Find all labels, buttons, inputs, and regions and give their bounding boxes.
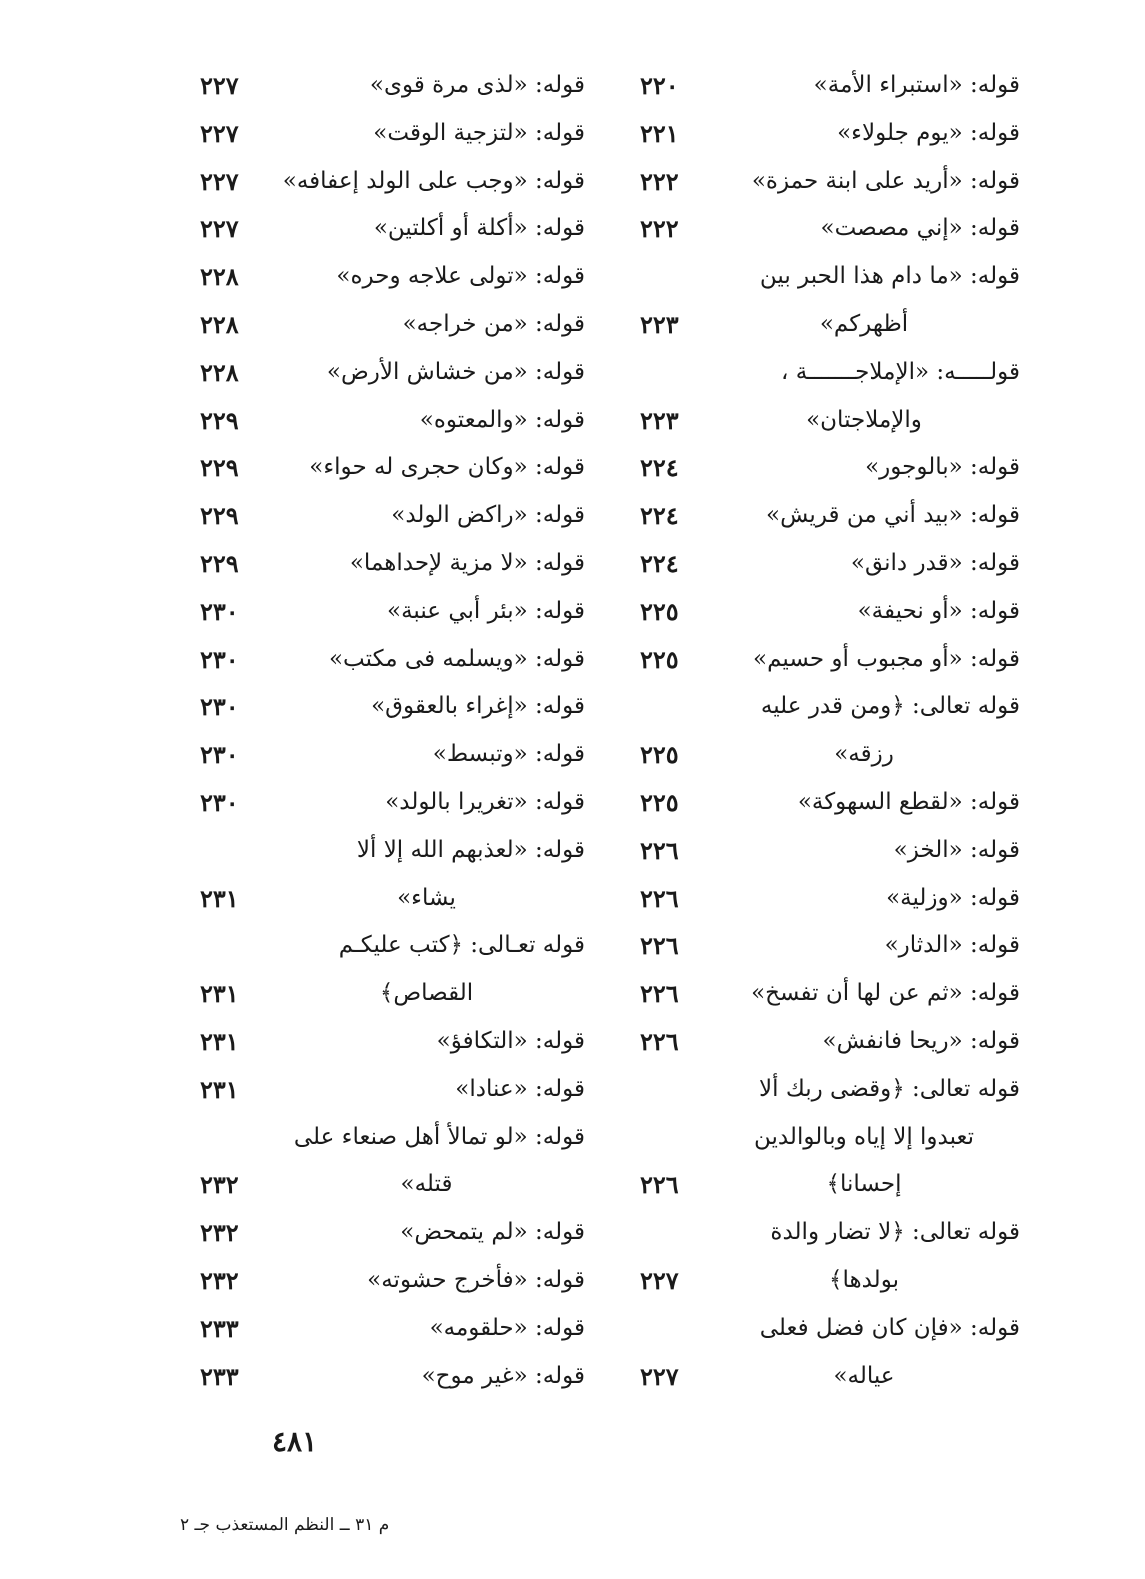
- entry-text: قوله: «ويسلمه فى مكتب»: [328, 645, 585, 672]
- entry-page-number: ٢٢٩: [200, 405, 239, 435]
- entry-text: قوله: «يوم جلولاء»: [837, 119, 1020, 146]
- entry-text: قوله: «حلقومه»: [429, 1314, 585, 1341]
- entry-text: قوله: «من خشاش الأرض»: [326, 358, 585, 385]
- index-entry: [200, 1353, 585, 1401]
- entry-text: قوله: «بالوجور»: [865, 454, 1020, 481]
- index-entry: [200, 827, 585, 875]
- entry-page-number: ٢٢٢: [640, 166, 679, 196]
- entry-text: قوله: «عنادا»: [455, 1075, 585, 1102]
- index-entry: [200, 1114, 585, 1162]
- index-entry: [640, 492, 1020, 540]
- index-entry: [640, 1305, 1020, 1353]
- entry-page-number: ٢٣٣: [200, 1313, 239, 1343]
- entry-page-number: ٢٢٦: [640, 1026, 679, 1056]
- index-entry: [200, 301, 585, 349]
- entry-text: قوله: «الدثار»: [884, 932, 1020, 959]
- index-entry: [640, 588, 1020, 636]
- index-entry: [200, 1209, 585, 1257]
- entry-page-number: ٢٢٦: [640, 979, 679, 1009]
- entry-text: قوله: «وتبسط»: [432, 741, 585, 768]
- entry-text: قوله تعـالى: ﴿كتب عليكـم: [338, 932, 585, 959]
- index-entry: [200, 253, 585, 301]
- entry-page-number: ٢٣١: [200, 1026, 239, 1056]
- index-entry: [640, 540, 1020, 588]
- index-column-right: [640, 62, 1020, 1402]
- index-entry: [200, 444, 585, 492]
- entry-text: قوله: «وزلية»: [886, 884, 1020, 911]
- entry-page-number: ٢٣٣: [200, 1361, 239, 1391]
- page-number: ٤٨١: [272, 1425, 318, 1458]
- entry-page-number: ٢٢٥: [640, 740, 679, 770]
- entry-text: قوله: «إني مصصت»: [820, 215, 1020, 242]
- entry-text: قوله: «لعذبهم الله إلا ألا: [356, 836, 585, 863]
- entry-text: قولـــــه: «الإملاجـــــــة ،: [780, 358, 1020, 385]
- entry-page-number: ٢٢٧: [640, 1265, 679, 1295]
- entry-page-number: ٢٢٦: [640, 835, 679, 865]
- entry-page-number: ٢٢٥: [640, 787, 679, 817]
- entry-page-number: ٢٢٩: [200, 501, 239, 531]
- index-entry: [200, 875, 585, 923]
- entry-page-number: ٢٢٦: [640, 931, 679, 961]
- entry-text: أظهركم»: [819, 310, 909, 337]
- index-entry: [200, 683, 585, 731]
- entry-page-number: ٢٣٠: [200, 692, 239, 722]
- entry-page-number: ٢٢٠: [640, 71, 679, 100]
- entry-text: قوله: «وجب على الولد إعفافه»: [282, 167, 585, 194]
- entry-page-number: ٢٢٧: [200, 71, 239, 100]
- index-entry: [200, 1161, 585, 1209]
- entry-text: إحسانا﴾: [826, 1171, 902, 1198]
- entry-text: قوله: «لو تمالأ أهل صنعاء على: [293, 1123, 585, 1150]
- entry-page-number: ٢٣٢: [200, 1170, 239, 1200]
- index-entry: [640, 444, 1020, 492]
- entry-text: قوله: «لذى مرة قوى»: [369, 72, 585, 98]
- entry-page-number: ٢٢٧: [200, 166, 239, 196]
- entry-page-number: ٢٣٢: [200, 1218, 239, 1248]
- index-entry: [640, 1353, 1020, 1401]
- entry-text: قوله: «قدر دانق»: [850, 549, 1020, 576]
- entry-page-number: ٢٢٧: [200, 118, 239, 148]
- entry-text: قوله: «والمعتوه»: [419, 406, 585, 433]
- index-entry: [640, 683, 1020, 731]
- index-entry: [200, 731, 585, 779]
- entry-page-number: ٢٢٣: [640, 309, 679, 339]
- entry-text: قوله: «أكلة أو أكلتين»: [373, 215, 585, 242]
- entry-text: بولدها﴾: [829, 1266, 899, 1293]
- entry-page-number: ٢٢٥: [640, 596, 679, 626]
- entry-page-number: ٢٢٢: [640, 214, 679, 244]
- entry-page-number: ٢٢٦: [640, 883, 679, 913]
- entry-text: قوله: «راكض الولد»: [391, 502, 585, 529]
- entry-page-number: ٢٢٨: [200, 357, 239, 387]
- entry-page-number: ٢٢٤: [640, 548, 679, 578]
- entry-page-number: ٢٢٦: [640, 1170, 679, 1200]
- entry-text: قوله: «تولى علاجه وحره»: [336, 263, 585, 290]
- entry-page-number: ٢٣١: [200, 883, 239, 913]
- index-entry: [200, 397, 585, 445]
- entry-text: قوله: «التكافؤ»: [436, 1027, 585, 1054]
- entry-text: قوله: «بئر أبي عنبة»: [387, 597, 585, 624]
- index-entry: [640, 827, 1020, 875]
- entry-text: عياله»: [833, 1362, 895, 1389]
- entry-text: قوله: «إغراء بالعقوق»: [371, 693, 585, 720]
- entry-text: قوله: «تغريرا بالولد»: [385, 788, 585, 815]
- entry-page-number: ٢٣٠: [200, 596, 239, 626]
- index-entry: [640, 349, 1020, 397]
- index-entry: [200, 970, 585, 1018]
- index-entry: [200, 1305, 585, 1353]
- entry-text: قتله»: [400, 1171, 453, 1198]
- entry-text: قوله تعالى: ﴿لا تضار والدة: [770, 1219, 1020, 1246]
- entry-text: تعبدوا إلا إياه وبالوالدين: [753, 1123, 975, 1150]
- entry-text: قوله: «ما دام هذا الحبر بين: [759, 263, 1020, 290]
- index-entry: [200, 922, 585, 970]
- index-entry: [200, 110, 585, 158]
- entry-text: قوله: «بيد أني من قريش»: [766, 502, 1020, 529]
- entry-text: قوله: «وكان حجرى له حواء»: [309, 454, 585, 481]
- index-entry: [200, 1066, 585, 1114]
- entry-page-number: ٢٣٠: [200, 644, 239, 674]
- entry-page-number: ٢٢٩: [200, 453, 239, 483]
- entry-text: قوله: «فأخرج حشوته»: [367, 1266, 585, 1293]
- entry-page-number: ٢٢٨: [200, 262, 239, 292]
- entry-text: قوله: «فإن كان فضل فعلى: [759, 1314, 1020, 1341]
- index-entry: [640, 636, 1020, 684]
- entry-page-number: ٢٢٥: [640, 644, 679, 674]
- index-entry: [640, 110, 1020, 158]
- index-entry: [200, 62, 585, 110]
- entry-page-number: ٢٣١: [200, 1074, 239, 1104]
- entry-text: قوله: «ريحا فانفش»: [822, 1027, 1020, 1054]
- index-entry: [640, 731, 1020, 779]
- entry-text: يشاء»: [397, 884, 456, 911]
- entry-page-number: ٢٢٩: [200, 548, 239, 578]
- entry-page-number: ٢٣١: [200, 979, 239, 1009]
- footer-signature: م ٣١ ــ النظم المستعذب جـ ٢: [180, 1515, 390, 1535]
- index-entry: [200, 540, 585, 588]
- index-entry: [200, 1257, 585, 1305]
- entry-text: قوله: «أو نحيفة»: [857, 597, 1020, 624]
- entry-text: والإملاجتان»: [806, 406, 922, 433]
- entry-page-number: ٢٣٠: [200, 740, 239, 770]
- entry-text: قوله: «ثم عن لها أن تفسخ»: [751, 980, 1020, 1007]
- index-entry: [640, 779, 1020, 827]
- entry-page-number: ٢٢٤: [640, 453, 679, 483]
- index-entry: [640, 875, 1020, 923]
- entry-text: قوله: «لا مزية لإحداهما»: [349, 549, 585, 576]
- entry-page-number: ٢٣٠: [200, 787, 239, 817]
- entry-text: قوله: «أو مجبوب أو حسيم»: [753, 645, 1020, 672]
- entry-text: قوله: «غير موح»: [421, 1362, 585, 1389]
- index-entry: [640, 1114, 1020, 1162]
- index-entry: [200, 779, 585, 827]
- entry-page-number: ٢٢٨: [200, 309, 239, 339]
- entry-text: قوله: «استبراء الأمة»: [813, 72, 1020, 98]
- index-entry: [200, 588, 585, 636]
- entry-page-number: ٢٢٣: [640, 405, 679, 435]
- entry-page-number: ٢٣٢: [200, 1265, 239, 1295]
- index-entry: [640, 1209, 1020, 1257]
- entry-text: قوله: «لم يتمحض»: [400, 1219, 585, 1246]
- entry-text: قوله تعالى: ﴿ومن قدر عليه: [760, 693, 1020, 720]
- entry-page-number: ٢٢١: [640, 118, 679, 148]
- index-entry: [640, 301, 1020, 349]
- index-entry: [640, 62, 1020, 110]
- entry-text: قوله: «أريد على ابنة حمزة»: [751, 167, 1020, 194]
- entry-text: قوله تعالى: ﴿وقضى ربك ألا: [759, 1075, 1020, 1102]
- entry-text: قوله: «لتزجية الوقت»: [373, 119, 585, 146]
- index-entry: [640, 205, 1020, 253]
- index-entry: [640, 1018, 1020, 1066]
- entry-page-number: ٢٢٧: [200, 214, 239, 244]
- entry-text: القصاص﴾: [379, 980, 474, 1007]
- entry-page-number: ٢٢٧: [640, 1361, 679, 1391]
- entry-text: قوله: «الخز»: [893, 836, 1020, 863]
- index-entry: [200, 636, 585, 684]
- index-entry: [200, 1018, 585, 1066]
- index-column-left: [200, 62, 585, 1402]
- index-entry: [640, 1066, 1020, 1114]
- index-entry: [640, 158, 1020, 206]
- index-entry: [640, 397, 1020, 445]
- index-entry: [200, 349, 585, 397]
- index-entry: [640, 1161, 1020, 1209]
- entry-page-number: ٢٢٤: [640, 501, 679, 531]
- index-entry: [640, 253, 1020, 301]
- index-entry: [200, 492, 585, 540]
- index-entry: [640, 922, 1020, 970]
- entry-text: قوله: «من خراجه»: [402, 310, 585, 337]
- index-entry: [640, 970, 1020, 1018]
- index-entry: [200, 205, 585, 253]
- index-entry: [640, 1257, 1020, 1305]
- entry-text: رزقه»: [834, 741, 894, 768]
- index-entry: [200, 158, 585, 206]
- entry-text: قوله: «لقطع السهوكة»: [797, 788, 1020, 815]
